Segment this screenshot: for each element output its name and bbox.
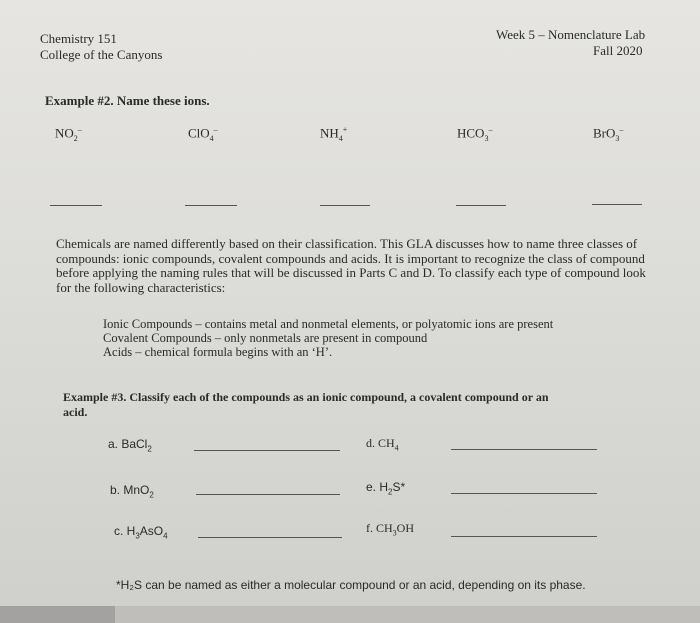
- term-label: Fall 2020: [593, 43, 643, 58]
- example3-title-cont: acid.: [63, 405, 88, 419]
- college-name: College of the Canyons: [40, 47, 163, 62]
- compound-b: b. MnO$_2$: [110, 483, 154, 500]
- answer-blank-c[interactable]: [198, 537, 342, 538]
- ionic-rule: Ionic Compounds – contains metal and nonmetal elements, or polyatomic ions are present: [103, 317, 554, 331]
- example2-title: Example #2. Name these ions.: [45, 93, 210, 108]
- acid-rule: Acids – chemical formula begins with an ‘H’.: [103, 345, 333, 359]
- answer-blank-b[interactable]: [196, 494, 340, 495]
- compound-e: e. $H_2S*$: [366, 480, 406, 497]
- ion-ammonium: $NH_4^+$: [320, 125, 348, 143]
- week-label: Week 5 – Nomenclature Lab: [496, 27, 646, 42]
- ion-bicarbonate: $HCO_3^-$: [457, 125, 493, 143]
- answer-blank-d[interactable]: [451, 449, 597, 450]
- course-name: Chemistry 151: [40, 31, 117, 46]
- compound-d: d. $CH_4$: [366, 436, 399, 453]
- compound-f: f. $CH_3OH$: [366, 521, 415, 538]
- ion-perchlorate: ClO$_4$–: [188, 125, 218, 143]
- answer-blank-bromate[interactable]: [592, 204, 642, 205]
- answer-blank-e[interactable]: [451, 493, 597, 494]
- page-edge-tab: [0, 606, 115, 623]
- compound-a: a. BaCl$_2$: [108, 437, 152, 454]
- footnote: *H₂S can be named as either a molecular compound or an acid, depending on its phase.: [116, 578, 586, 592]
- answer-blank-bicarbonate[interactable]: [456, 205, 506, 206]
- answer-blank-ammonium[interactable]: [320, 205, 370, 206]
- answer-blank-nitrite[interactable]: [50, 205, 102, 206]
- answer-blank-a[interactable]: [194, 450, 340, 451]
- ion-nitrite: $NO_2^-$: [55, 125, 82, 143]
- example3-title: Example #3. Classify each of the compounds as an ionic compound, a covalent compound or an: [63, 390, 549, 404]
- covalent-rule: Covalent Compounds – only nonmetals are present in compound: [103, 331, 428, 345]
- ion-bromate: BrO$_3$–: [593, 125, 624, 143]
- answer-blank-perchlorate[interactable]: [185, 205, 237, 206]
- answer-blank-f[interactable]: [451, 536, 597, 537]
- classification-paragraph: Chemicals are named differently based on their classification. This GLA discusses how to name three classes of compounds: ionic compounds, covalent compounds and acids. It is important to recognize the class of compound before applying the naming rules that will be discussed in Parts C and D. To classify each type of compound look for the following characteristics:: [56, 236, 646, 295]
- compound-c: c. $H_3AsO_4$: [114, 524, 168, 541]
